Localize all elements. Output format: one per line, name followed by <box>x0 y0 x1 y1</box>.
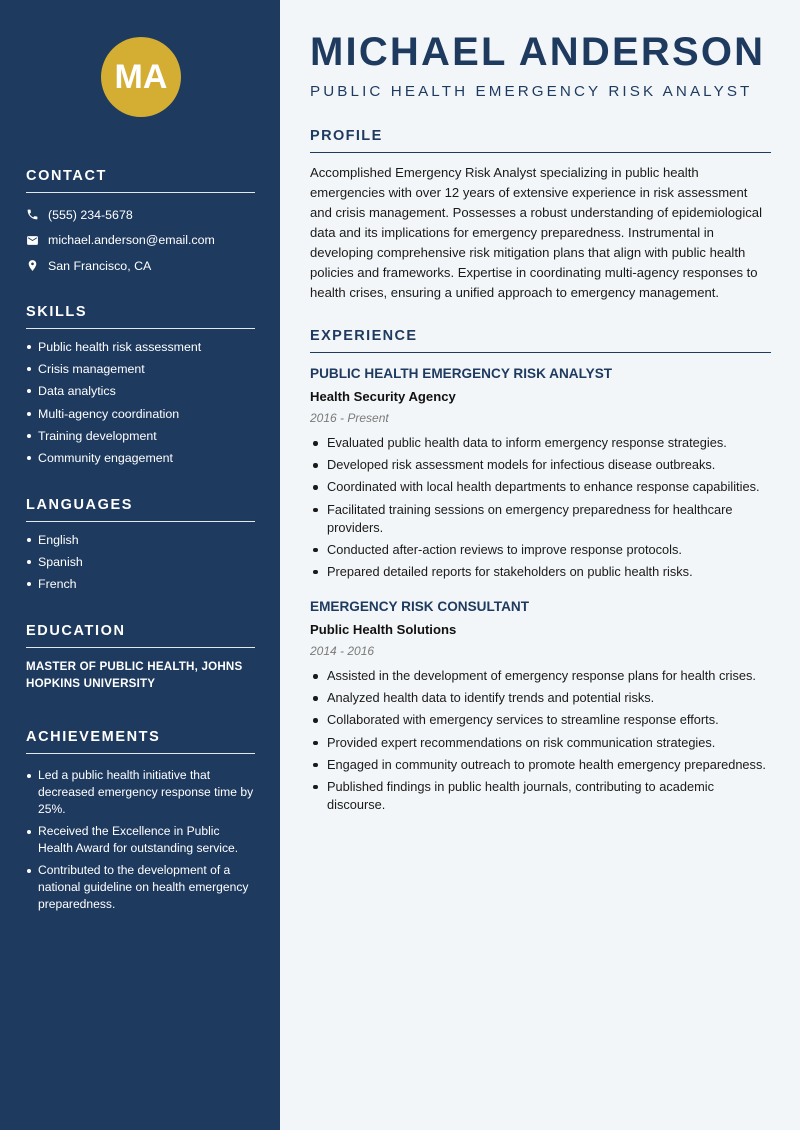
languages-list <box>26 530 255 597</box>
contact-heading: CONTACT <box>26 168 255 193</box>
skill-item: Public health risk assessment <box>26 337 255 359</box>
profile-text: Accomplished Emergency Risk Analyst specializing in public health emergencies with over 12 years of extensive experience in risk assessment and crisis management. Possesses a robust understanding of epidemiological data and its implications for emergency preparedness. Instrumental in developing comprehensive risk mitigation plans that align with public health policies and frameworks. Expertise in coordinating multi-agency responses to health crises, ensuring a unified approach to emergency management. <box>310 165 762 300</box>
education-degree: MASTER OF PUBLIC HEALTH, JOHNS HOPKINS UNIVERSITY <box>26 660 243 690</box>
language-item: English <box>26 530 255 552</box>
job-bullet: Provided expert recommendations on risk communication strategies. <box>310 734 771 752</box>
sidebar <box>0 0 280 1130</box>
job-bullet: Developed risk assessment models for infectious disease outbreaks. <box>310 456 771 474</box>
profile-section <box>310 128 771 303</box>
job-bullets <box>310 667 771 814</box>
avatar: MA <box>101 37 181 117</box>
email-icon <box>26 234 39 247</box>
candidate-name: MICHAEL ANDERSON <box>310 30 766 74</box>
contact-location-row <box>26 253 255 279</box>
skills-list <box>26 337 255 470</box>
job-bullets <box>310 434 771 581</box>
experience-heading: EXPERIENCE <box>310 328 771 353</box>
job-bullet: Collaborated with emergency services to streamline response efforts. <box>310 711 771 729</box>
job-entry <box>310 366 771 585</box>
skill-item: Training development <box>26 426 255 448</box>
contact-phone-row <box>26 202 255 228</box>
job-dates: 2016 - Present <box>310 411 389 425</box>
skills-heading: SKILLS <box>26 304 255 329</box>
job-company: Public Health Solutions <box>310 622 457 637</box>
experience-section <box>310 328 771 353</box>
job-bullet: Engaged in community outreach to promote health emergency preparedness. <box>310 756 771 774</box>
job-bullet: Coordinated with local health departments to enhance response capabilities. <box>310 478 771 496</box>
achievement-item: Received the Excellence in Public Health Award for outstanding service. <box>26 823 255 857</box>
skill-item: Multi-agency coordination <box>26 404 255 426</box>
languages-section <box>26 497 255 597</box>
job-dates: 2014 - 2016 <box>310 644 375 658</box>
job-bullet: Assisted in the development of emergency response plans for health crises. <box>310 667 771 685</box>
job-company: Health Security Agency <box>310 389 456 404</box>
profile-heading: PROFILE <box>310 128 771 153</box>
job-bullet: Analyzed health data to identify trends and potential risks. <box>310 689 771 707</box>
skill-item: Data analytics <box>26 381 255 403</box>
language-item: French <box>26 574 255 596</box>
location-pin-icon <box>26 259 39 272</box>
skill-item: Community engagement <box>26 448 255 470</box>
achievement-item: Contributed to the development of a national guideline on health emergency preparedness. <box>26 862 255 913</box>
job-bullet: Evaluated public health data to inform emergency response strategies. <box>310 434 771 452</box>
job-entry <box>310 599 771 818</box>
job-bullet: Conducted after-action reviews to improve response protocols. <box>310 541 771 559</box>
contact-location: San Francisco, CA <box>48 258 152 273</box>
languages-heading: LANGUAGES <box>26 497 255 522</box>
achievements-heading: ACHIEVEMENTS <box>26 729 255 754</box>
education-section <box>26 623 255 692</box>
job-role: EMERGENCY RISK CONSULTANT <box>310 599 530 614</box>
education-heading: EDUCATION <box>26 623 255 648</box>
achievement-item: Led a public health initiative that decreased emergency response time by 25%. <box>26 767 255 818</box>
achievements-list <box>26 767 255 913</box>
contact-phone[interactable]: (555) 234-5678 <box>48 207 133 222</box>
phone-icon <box>26 208 39 221</box>
contact-section <box>26 168 255 279</box>
job-bullet: Published findings in public health journals, contributing to academic discourse. <box>310 778 771 814</box>
job-bullet: Prepared detailed reports for stakeholders on public health risks. <box>310 563 771 581</box>
contact-email-row <box>26 228 255 254</box>
skills-section <box>26 304 255 470</box>
job-bullet: Facilitated training sessions on emergency preparedness for healthcare providers. <box>310 501 771 537</box>
candidate-title: PUBLIC HEALTH EMERGENCY RISK ANALYST <box>310 83 753 100</box>
achievements-section <box>26 729 255 918</box>
language-item: Spanish <box>26 552 255 574</box>
skill-item: Crisis management <box>26 359 255 381</box>
contact-email[interactable]: michael.anderson@email.com <box>48 233 215 248</box>
job-role: PUBLIC HEALTH EMERGENCY RISK ANALYST <box>310 366 613 381</box>
